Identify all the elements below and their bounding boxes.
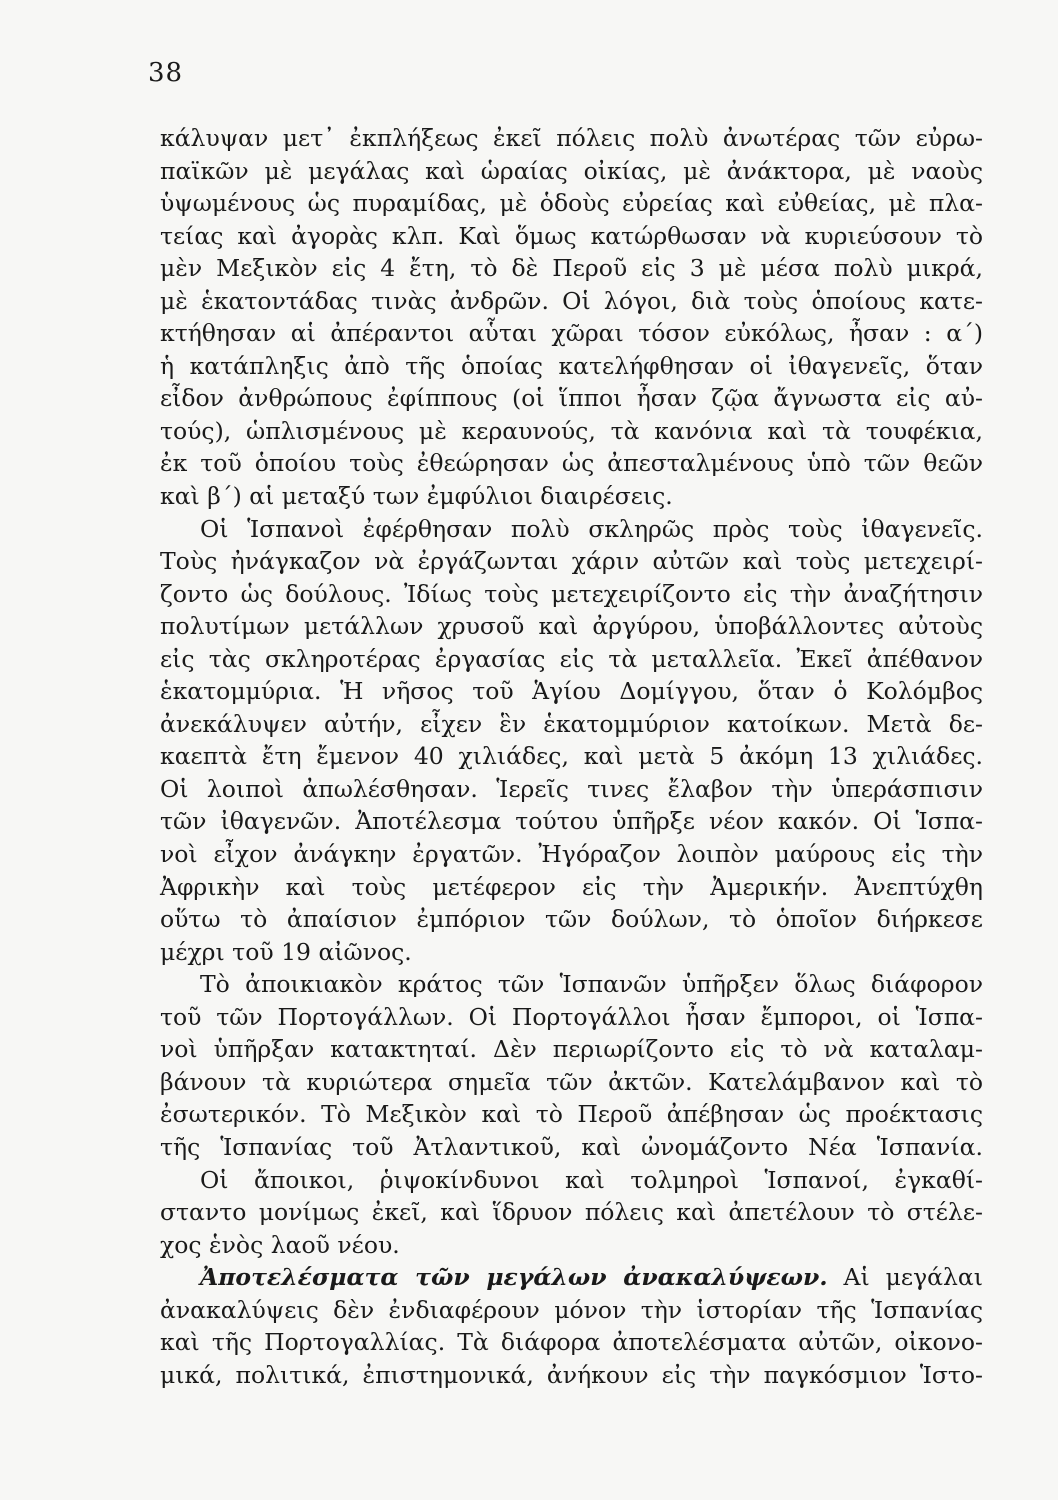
heading-rest: Αἱ μεγάλαι <box>827 1263 983 1292</box>
text-line: ἐκ τοῦ ὁποίου τοὺς ἐθεώρησαν ὡς ἀπεσταλμένους ὑπὸ τῶν θεῶν <box>160 449 983 478</box>
text-line: νοὶ ὑπῆρξαν κατακτηταί. Δὲν περιωρίζοντο εἰς τὸ νὰ καταλαμ- <box>160 1035 983 1064</box>
text-line: καὶ β΄) αἱ μεταξύ των ἐμφύλιοι διαιρέσεις. <box>160 482 673 511</box>
text-line: Τὸ ἀποικιακὸν κράτος τῶν Ἱσπανῶν ὑπῆρξεν ὅλως διάφορον <box>200 970 983 999</box>
text-line: τούς), ὡπλισμένους μὲ κεραυνούς, τὰ κανόνια καὶ τὰ τουφέκια, <box>160 416 983 445</box>
page-number: 38 <box>148 58 184 88</box>
paragraph <box>160 513 983 969</box>
text-line: εἶδον ἀνθρώπους ἐφίππους (οἱ ἵπποι ἦσαν ζῷα ἄγνωστα εἰς αὐ- <box>160 384 983 413</box>
text-line: σταντο μονίμως ἐκεῖ, καὶ ἵδρυον πόλεις καὶ ἀπετέλουν τὸ στέλε- <box>160 1198 983 1227</box>
text-line: κάλυψαν μετ᾽ ἐκπλήξεως ἐκεῖ πόλεις πολὺ ἀνωτέρας τῶν εὐρω- <box>160 124 983 152</box>
text-line: ἑκατομμύρια. Ἡ νῆσος τοῦ Ἁγίου Δομίγγου, ὅταν ὁ Κολόμβος <box>160 677 983 706</box>
text-line: τοῦ τῶν Πορτογάλλων. Οἱ Πορτογάλλοι ἦσαν ἔμποροι, οἱ Ἱσπα- <box>160 1002 983 1031</box>
text-line: μὲν Μεξικὸν εἰς 4 ἔτη, τὸ δὲ Περοῦ εἰς 3 μὲ μέσα πολὺ μικρά, <box>160 254 983 283</box>
heading-line <box>160 1261 983 1294</box>
text-line: τείας καὶ ἀγορὰς κλπ. Καὶ ὅμως κατώρθωσαν νὰ κυριεύσουν τὸ <box>160 221 983 250</box>
body-text <box>160 122 983 1391</box>
text-line: βάνουν τὰ κυριώτερα σημεῖα τῶν ἀκτῶν. Κατελάμβανον καὶ τὸ <box>160 1067 983 1096</box>
text-line: τῶν ἰθαγενῶν. Ἀποτέλεσμα τούτου ὑπῆρξε νέον κακόν. Οἱ Ἱσπα- <box>160 807 983 836</box>
text-line: μὲ ἑκατοντάδας τινὰς ἀνδρῶν. Οἱ λόγοι, διὰ τοὺς ὁποίους κατε- <box>160 286 983 315</box>
text-line: Οἱ λοιποὶ ἀπωλέσθησαν. Ἱερεῖς τινες ἔλαβον τὴν ὑπεράσπισιν <box>160 774 983 803</box>
text-line: καεπτὰ ἔτη ἔμενον 40 χιλιάδες, καὶ μετὰ 5 ἀκόμη 13 χιλιάδες. <box>160 742 983 771</box>
text-line: μέχρι τοῦ 19 αἰῶνος. <box>160 937 412 966</box>
text-line: ὑψωμένους ὡς πυραμίδας, μὲ ὁδοὺς εὐρείας καὶ εὐθείας, μὲ πλα- <box>160 189 983 218</box>
text-line: ἐσωτερικόν. Τὸ Μεξικὸν καὶ τὸ Περοῦ ἀπέβησαν ὡς προέκτασις <box>160 1100 983 1129</box>
text-line: Τοὺς ἠνάγκαζον νὰ ἐργάζωνται χάριν αὐτῶν καὶ τοὺς μετεχειρί- <box>160 547 983 576</box>
paragraph <box>160 1164 983 1262</box>
paragraph <box>160 122 983 513</box>
text-line: καὶ τῆς Πορτογαλλίας. Τὰ διάφορα ἀποτελέσματα αὐτῶν, οἰκονο- <box>160 1328 983 1357</box>
text-line: οὕτω τὸ ἀπαίσιον ἐμπόριον τῶν δούλων, τὸ ὁποῖον διήρκεσε <box>160 905 983 934</box>
section-paragraph <box>160 1261 983 1391</box>
text-line: χος ἑνὸς λαοῦ νέου. <box>160 1230 400 1259</box>
text-line: πολυτίμων μετάλλων χρυσοῦ καὶ ἀργύρου, ὑποβάλλοντες αὐτοὺς <box>160 612 983 641</box>
text-line: ζοντο ὡς δούλους. Ἰδίως τοὺς μετεχειρίζοντο εἰς τὴν ἀναζήτησιν <box>160 579 983 608</box>
text-line: μικά, πολιτικά, ἐπιστημονικά, ἀνήκουν εἰς τὴν παγκόσμιον Ἱστο- <box>160 1360 983 1389</box>
text-line: ἡ κατάπληξις ἀπὸ τῆς ὁποίας κατελήφθησαν οἱ ἰθαγενεῖς, ὅταν <box>160 351 983 380</box>
text-line: Ἀφρικὴν καὶ τοὺς μετέφερον εἰς τὴν Ἀμερικήν. Ἀνεπτύχθη <box>160 872 983 901</box>
text-line: κτήθησαν αἱ ἀπέραντοι αὗται χῶραι τόσον εὐκόλως, ἦσαν : α΄) <box>160 319 983 348</box>
text-line: ἀνακαλύψεις δὲν ἐνδιαφέρουν μόνον τὴν ἱστορίαν τῆς Ἱσπανίας <box>160 1295 983 1324</box>
text-line: τῆς Ἱσπανίας τοῦ Ἀτλαντικοῦ, καὶ ὠνομάζοντο Νέα Ἱσπανία. <box>160 1132 983 1161</box>
text-line: ἀνεκάλυψεν αὐτήν, εἶχεν ἓν ἑκατομμύριον κατοίκων. Μετὰ δε- <box>160 709 983 738</box>
text-line: παϊκῶν μὲ μεγάλας καὶ ὡραίας οἰκίας, μὲ ἀνάκτορα, μὲ ναοὺς <box>160 156 983 185</box>
section-heading: Ἀποτελέσματα τῶν μεγάλων ἀνακαλύψεων. <box>200 1263 828 1292</box>
text-line: εἰς τὰς σκληροτέρας ἐργασίας εἰς τὰ μεταλλεῖα. Ἐκεῖ ἀπέθανον <box>160 644 983 673</box>
paragraph <box>160 968 983 1163</box>
text-line: νοὶ εἶχον ἀνάγκην ἐργατῶν. Ἠγόραζον λοιπὸν μαύρους εἰς τὴν <box>160 840 983 869</box>
text-line: Οἱ Ἱσπανοὶ ἐφέρθησαν πολὺ σκληρῶς πρὸς τοὺς ἰθαγενεῖς. <box>200 514 983 543</box>
text-line: Οἱ ἄποικοι, ῥιψοκίνδυνοι καὶ τολμηροὶ Ἱσπανοί, ἐγκαθί- <box>200 1165 983 1194</box>
